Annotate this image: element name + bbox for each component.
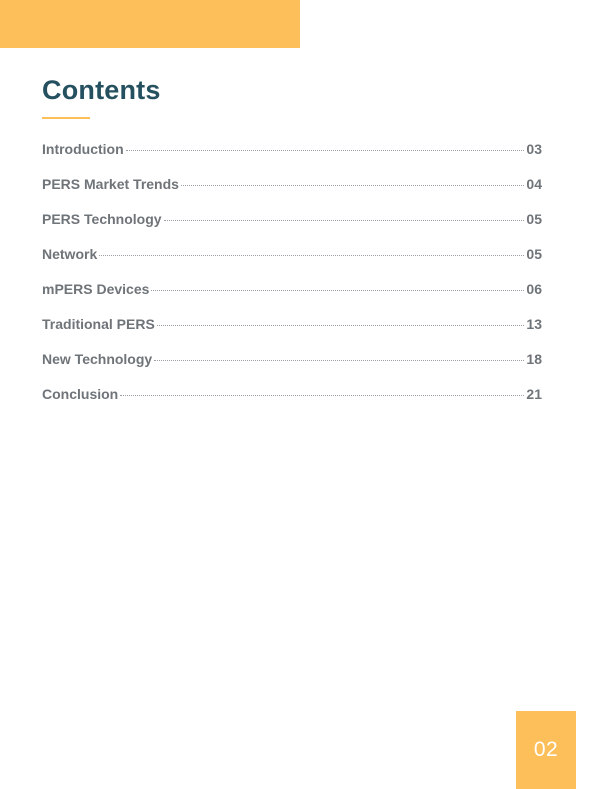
toc-entry-traditional-pers[interactable] [42, 313, 542, 348]
toc-entry-page: 05 [526, 246, 542, 262]
title-underline [42, 117, 90, 119]
toc-entry-pers-technology[interactable] [42, 208, 542, 243]
toc-entry-label: Network [42, 246, 98, 262]
toc-entry-label: mPERS Devices [42, 281, 150, 297]
toc-entry-mpers-devices[interactable] [42, 278, 542, 313]
toc-entry-label: Conclusion [42, 386, 119, 402]
toc-entry-label: Introduction [42, 141, 124, 157]
toc-dot-leader [154, 360, 524, 361]
toc-entry-page: 03 [526, 141, 542, 157]
toc-entry-label: New Technology [42, 351, 153, 367]
header-accent-bar [0, 0, 300, 48]
toc-entry-label: Traditional PERS [42, 316, 155, 332]
toc-entry-page: 06 [526, 281, 542, 297]
toc-dot-leader [157, 325, 525, 326]
toc-dot-leader [164, 220, 525, 221]
toc-entry-label: PERS Technology [42, 211, 162, 227]
toc-dot-leader [151, 290, 524, 291]
toc-dot-leader [126, 150, 525, 151]
toc-entry-page: 18 [526, 351, 542, 367]
toc-dot-leader [181, 185, 524, 186]
toc-entry-new-technology[interactable] [42, 348, 542, 383]
page-number: 02 [533, 738, 559, 761]
toc-entry-label: PERS Market Trends [42, 176, 179, 192]
toc-entry-network[interactable] [42, 243, 542, 278]
toc-entry-introduction[interactable] [42, 138, 542, 173]
page-number-badge [516, 711, 576, 789]
toc-entry-page: 21 [526, 386, 542, 402]
table-of-contents [42, 138, 542, 418]
page-title: Contents [42, 75, 161, 105]
toc-entry-conclusion[interactable] [42, 383, 542, 418]
toc-entry-page: 04 [526, 176, 542, 192]
toc-dot-leader [120, 395, 524, 396]
toc-entry-page: 05 [526, 211, 542, 227]
toc-dot-leader [99, 255, 524, 256]
toc-entry-pers-market-trends[interactable] [42, 173, 542, 208]
toc-entry-page: 13 [526, 316, 542, 332]
